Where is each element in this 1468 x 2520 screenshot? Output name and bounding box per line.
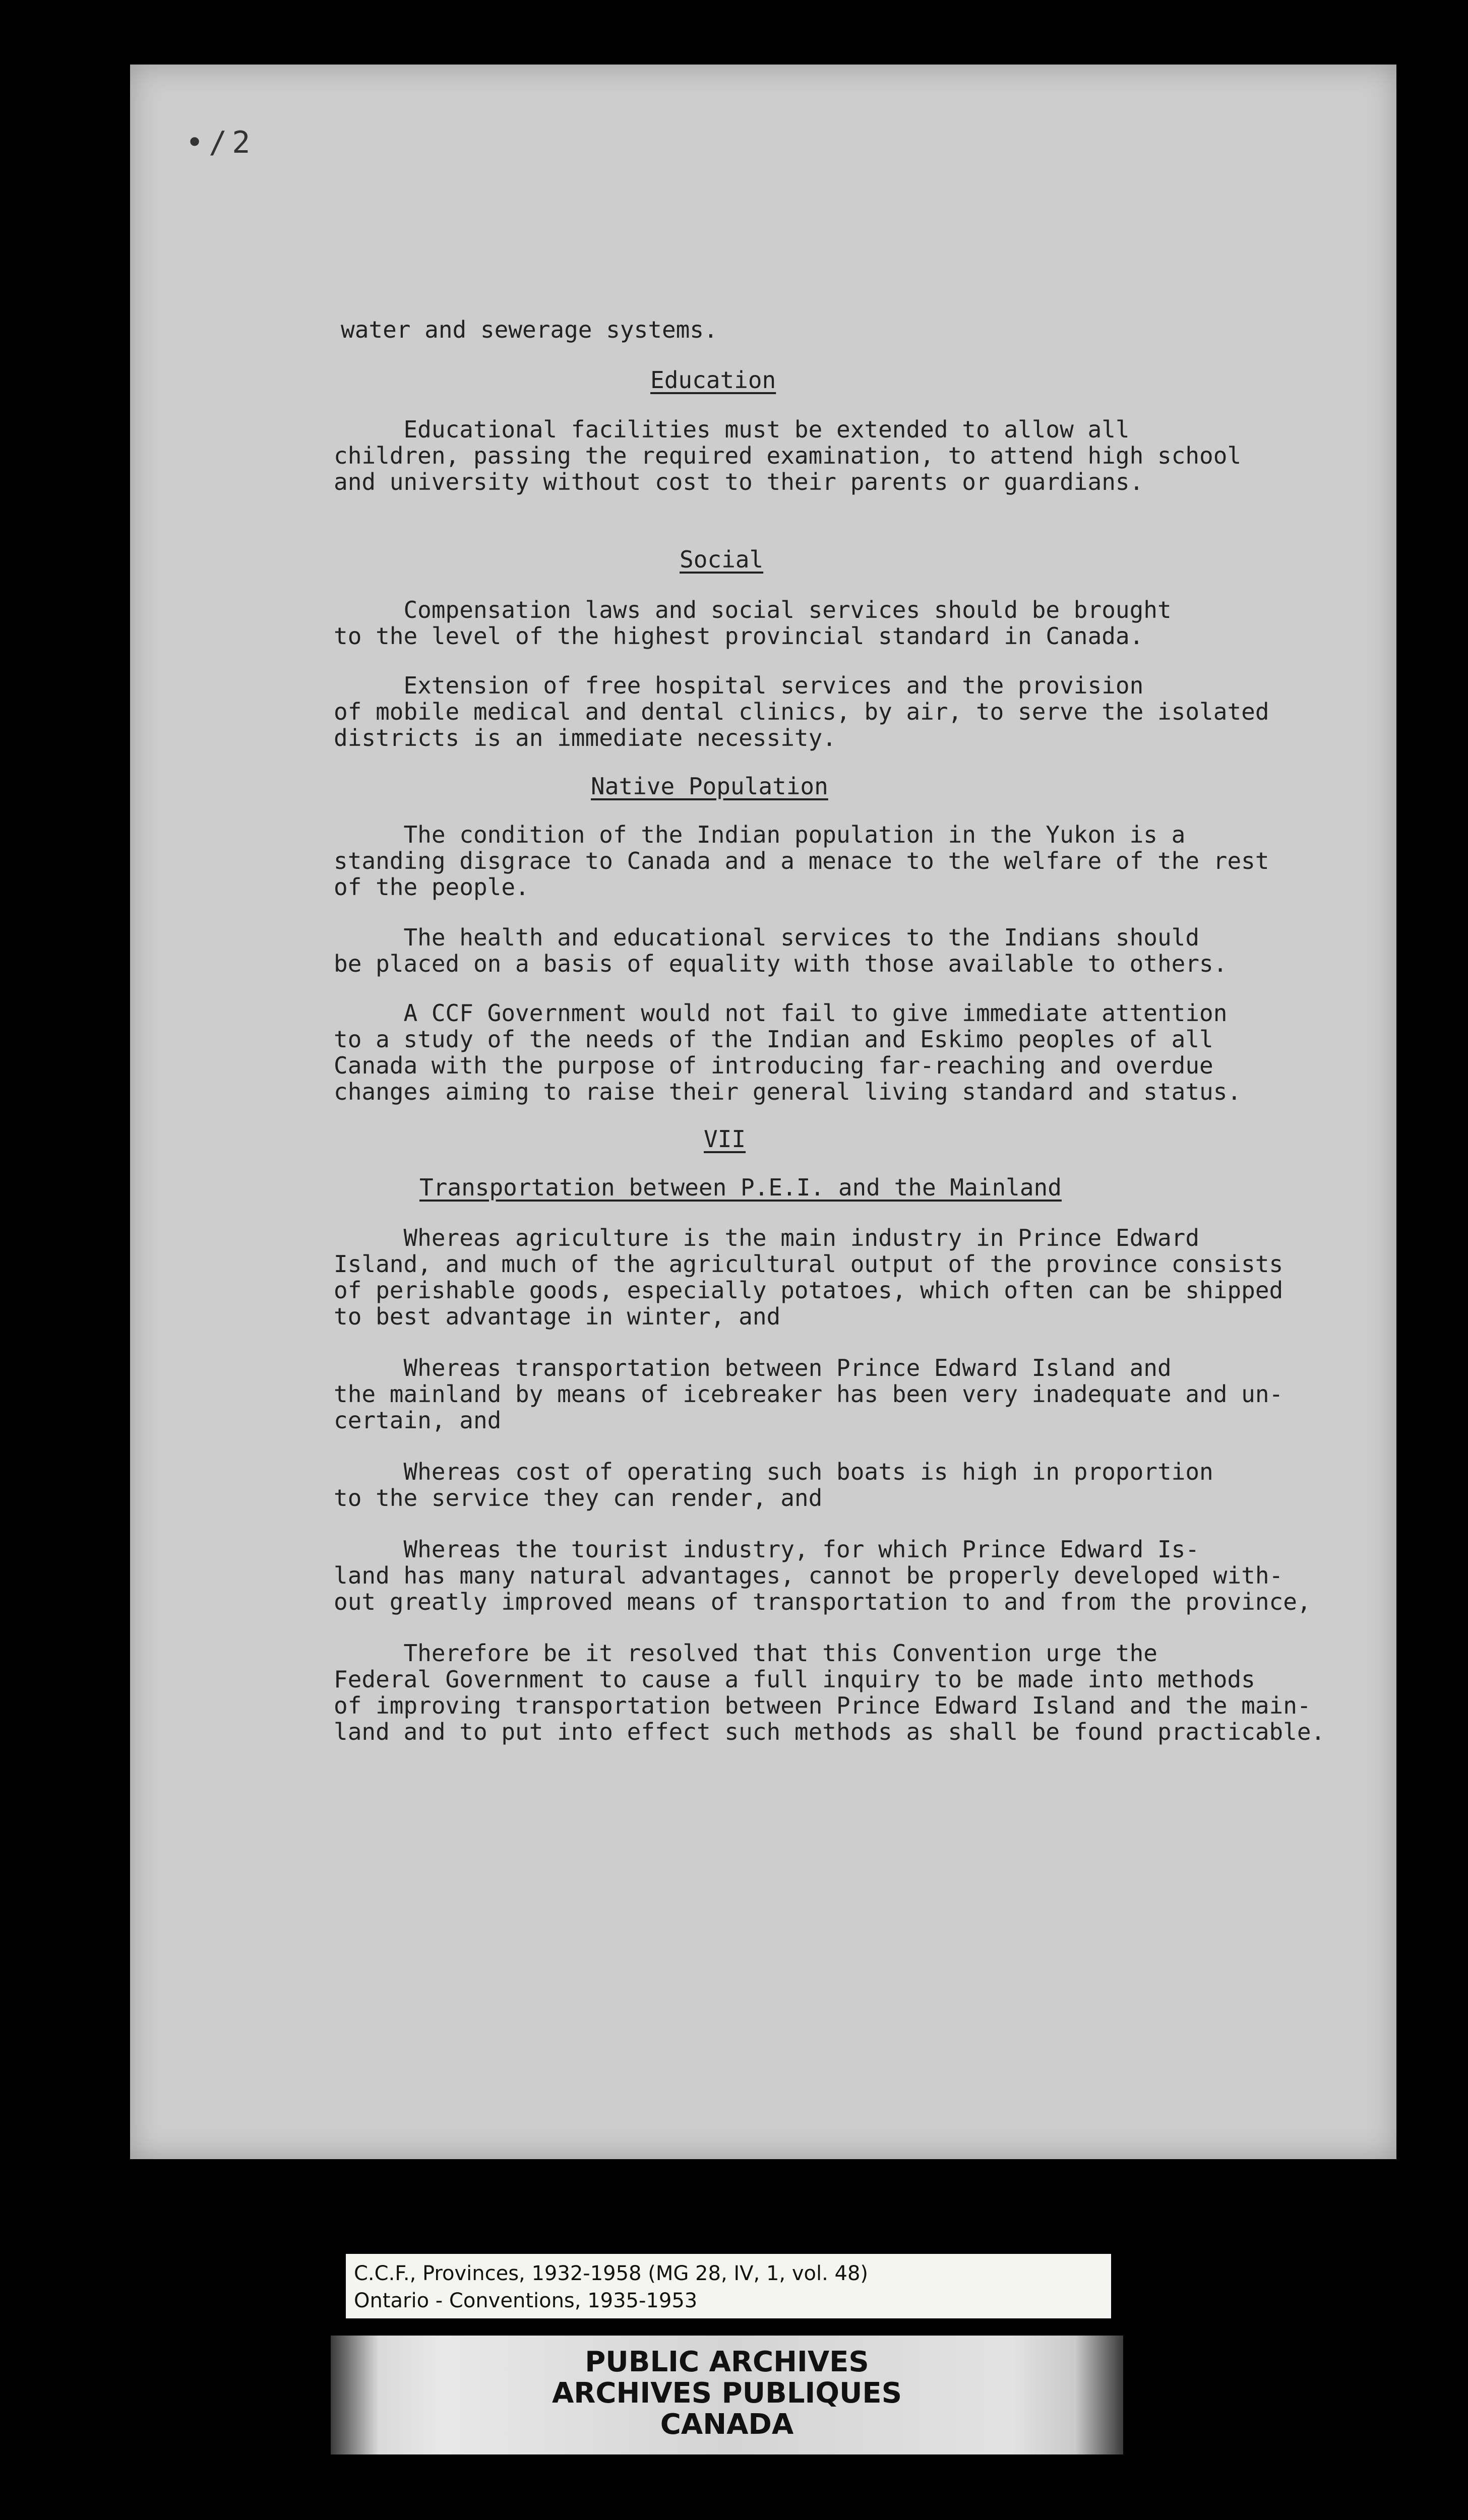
text-line: The condition of the Indian population in the Yukon is a <box>334 821 1186 848</box>
heading-section-vii: VII <box>704 1125 746 1153</box>
archive-reference-label <box>346 2254 1111 2318</box>
page-mark: •/2 <box>186 125 256 160</box>
text-line: out greatly improved means of transportation to and from the province, <box>334 1588 1311 1615</box>
text-line: land has many natural advantages, cannot be properly developed with- <box>334 1562 1283 1589</box>
intro-line: water and sewerage systems. <box>341 316 718 343</box>
stamp-line-2: ARCHIVES PUBLIQUES <box>552 2377 902 2410</box>
text-line: changes aiming to raise their general living standard and status. <box>334 1078 1242 1105</box>
heading-native-population: Native Population <box>591 773 828 800</box>
text-line: The health and educational services to the Indians should <box>334 924 1200 951</box>
text-line: Federal Government to cause a full inquiry to be made into methods <box>334 1666 1255 1693</box>
document-text <box>130 65 1396 2159</box>
text-line: Canada with the purpose of introducing far-reaching and overdue <box>334 1052 1213 1079</box>
text-line: to a study of the needs of the Indian and Eskimo peoples of all <box>334 1026 1213 1053</box>
text-line: land and to put into effect such methods as shall be found practicable. <box>334 1718 1325 1745</box>
text-line: be placed on a basis of equality with those available to others. <box>334 950 1228 977</box>
text-line: Compensation laws and social services should be brought <box>334 596 1172 623</box>
text-line: Therefore be it resolved that this Convention urge the <box>334 1640 1157 1667</box>
text-line: to best advantage in winter, and <box>334 1303 781 1330</box>
text-line: Educational facilities must be extended to allow all <box>334 416 1130 443</box>
text-line: of improving transportation between Prince Edward Island and the main- <box>334 1692 1311 1719</box>
archive-label-line-2: Ontario - Conventions, 1935-1953 <box>354 2289 698 2312</box>
text-line: Whereas agriculture is the main industry in Prince Edward <box>334 1224 1200 1251</box>
text-line: standing disgrace to Canada and a menace to the welfare of the rest <box>334 847 1269 874</box>
text-line: the mainland by means of icebreaker has been very inadequate and un- <box>334 1380 1283 1408</box>
stamp-line-1: PUBLIC ARCHIVES <box>585 2346 869 2378</box>
archive-label-line-1: C.C.F., Provinces, 1932-1958 (MG 28, IV, 1, vol. 48) <box>354 2262 869 2285</box>
text-line: Whereas cost of operating such boats is high in proportion <box>334 1458 1213 1485</box>
archives-stamp <box>331 2336 1123 2454</box>
text-line: of mobile medical and dental clinics, by air, to serve the isolated <box>334 698 1269 725</box>
heading-education: Education <box>650 366 776 394</box>
text-line: Whereas the tourist industry, for which Prince Edward Is- <box>334 1536 1200 1563</box>
text-line: Extension of free hospital services and the provision <box>334 672 1144 699</box>
text-line: of the people. <box>334 873 529 901</box>
text-line: Whereas transportation between Prince Edward Island and <box>334 1354 1172 1381</box>
text-line: to the level of the highest provincial standard in Canada. <box>334 622 1144 650</box>
text-line: of perishable goods, especially potatoes, which often can be shipped <box>334 1277 1283 1304</box>
heading-social: Social <box>680 546 764 573</box>
text-line: children, passing the required examination, to attend high school <box>334 442 1242 469</box>
text-line: Island, and much of the agricultural output of the province consists <box>334 1250 1283 1278</box>
text-line: A CCF Government would not fail to give immediate attention <box>334 999 1228 1027</box>
text-line: and university without cost to their parents or guardians. <box>334 468 1144 495</box>
heading-transportation: Transportation between P.E.I. and the Mainland <box>419 1174 1062 1201</box>
text-line: certain, and <box>334 1407 502 1434</box>
text-line: districts is an immediate necessity. <box>334 724 836 751</box>
document-page <box>130 65 1396 2159</box>
stamp-line-3: CANADA <box>660 2408 794 2441</box>
text-line: to the service they can render, and <box>334 1484 823 1511</box>
